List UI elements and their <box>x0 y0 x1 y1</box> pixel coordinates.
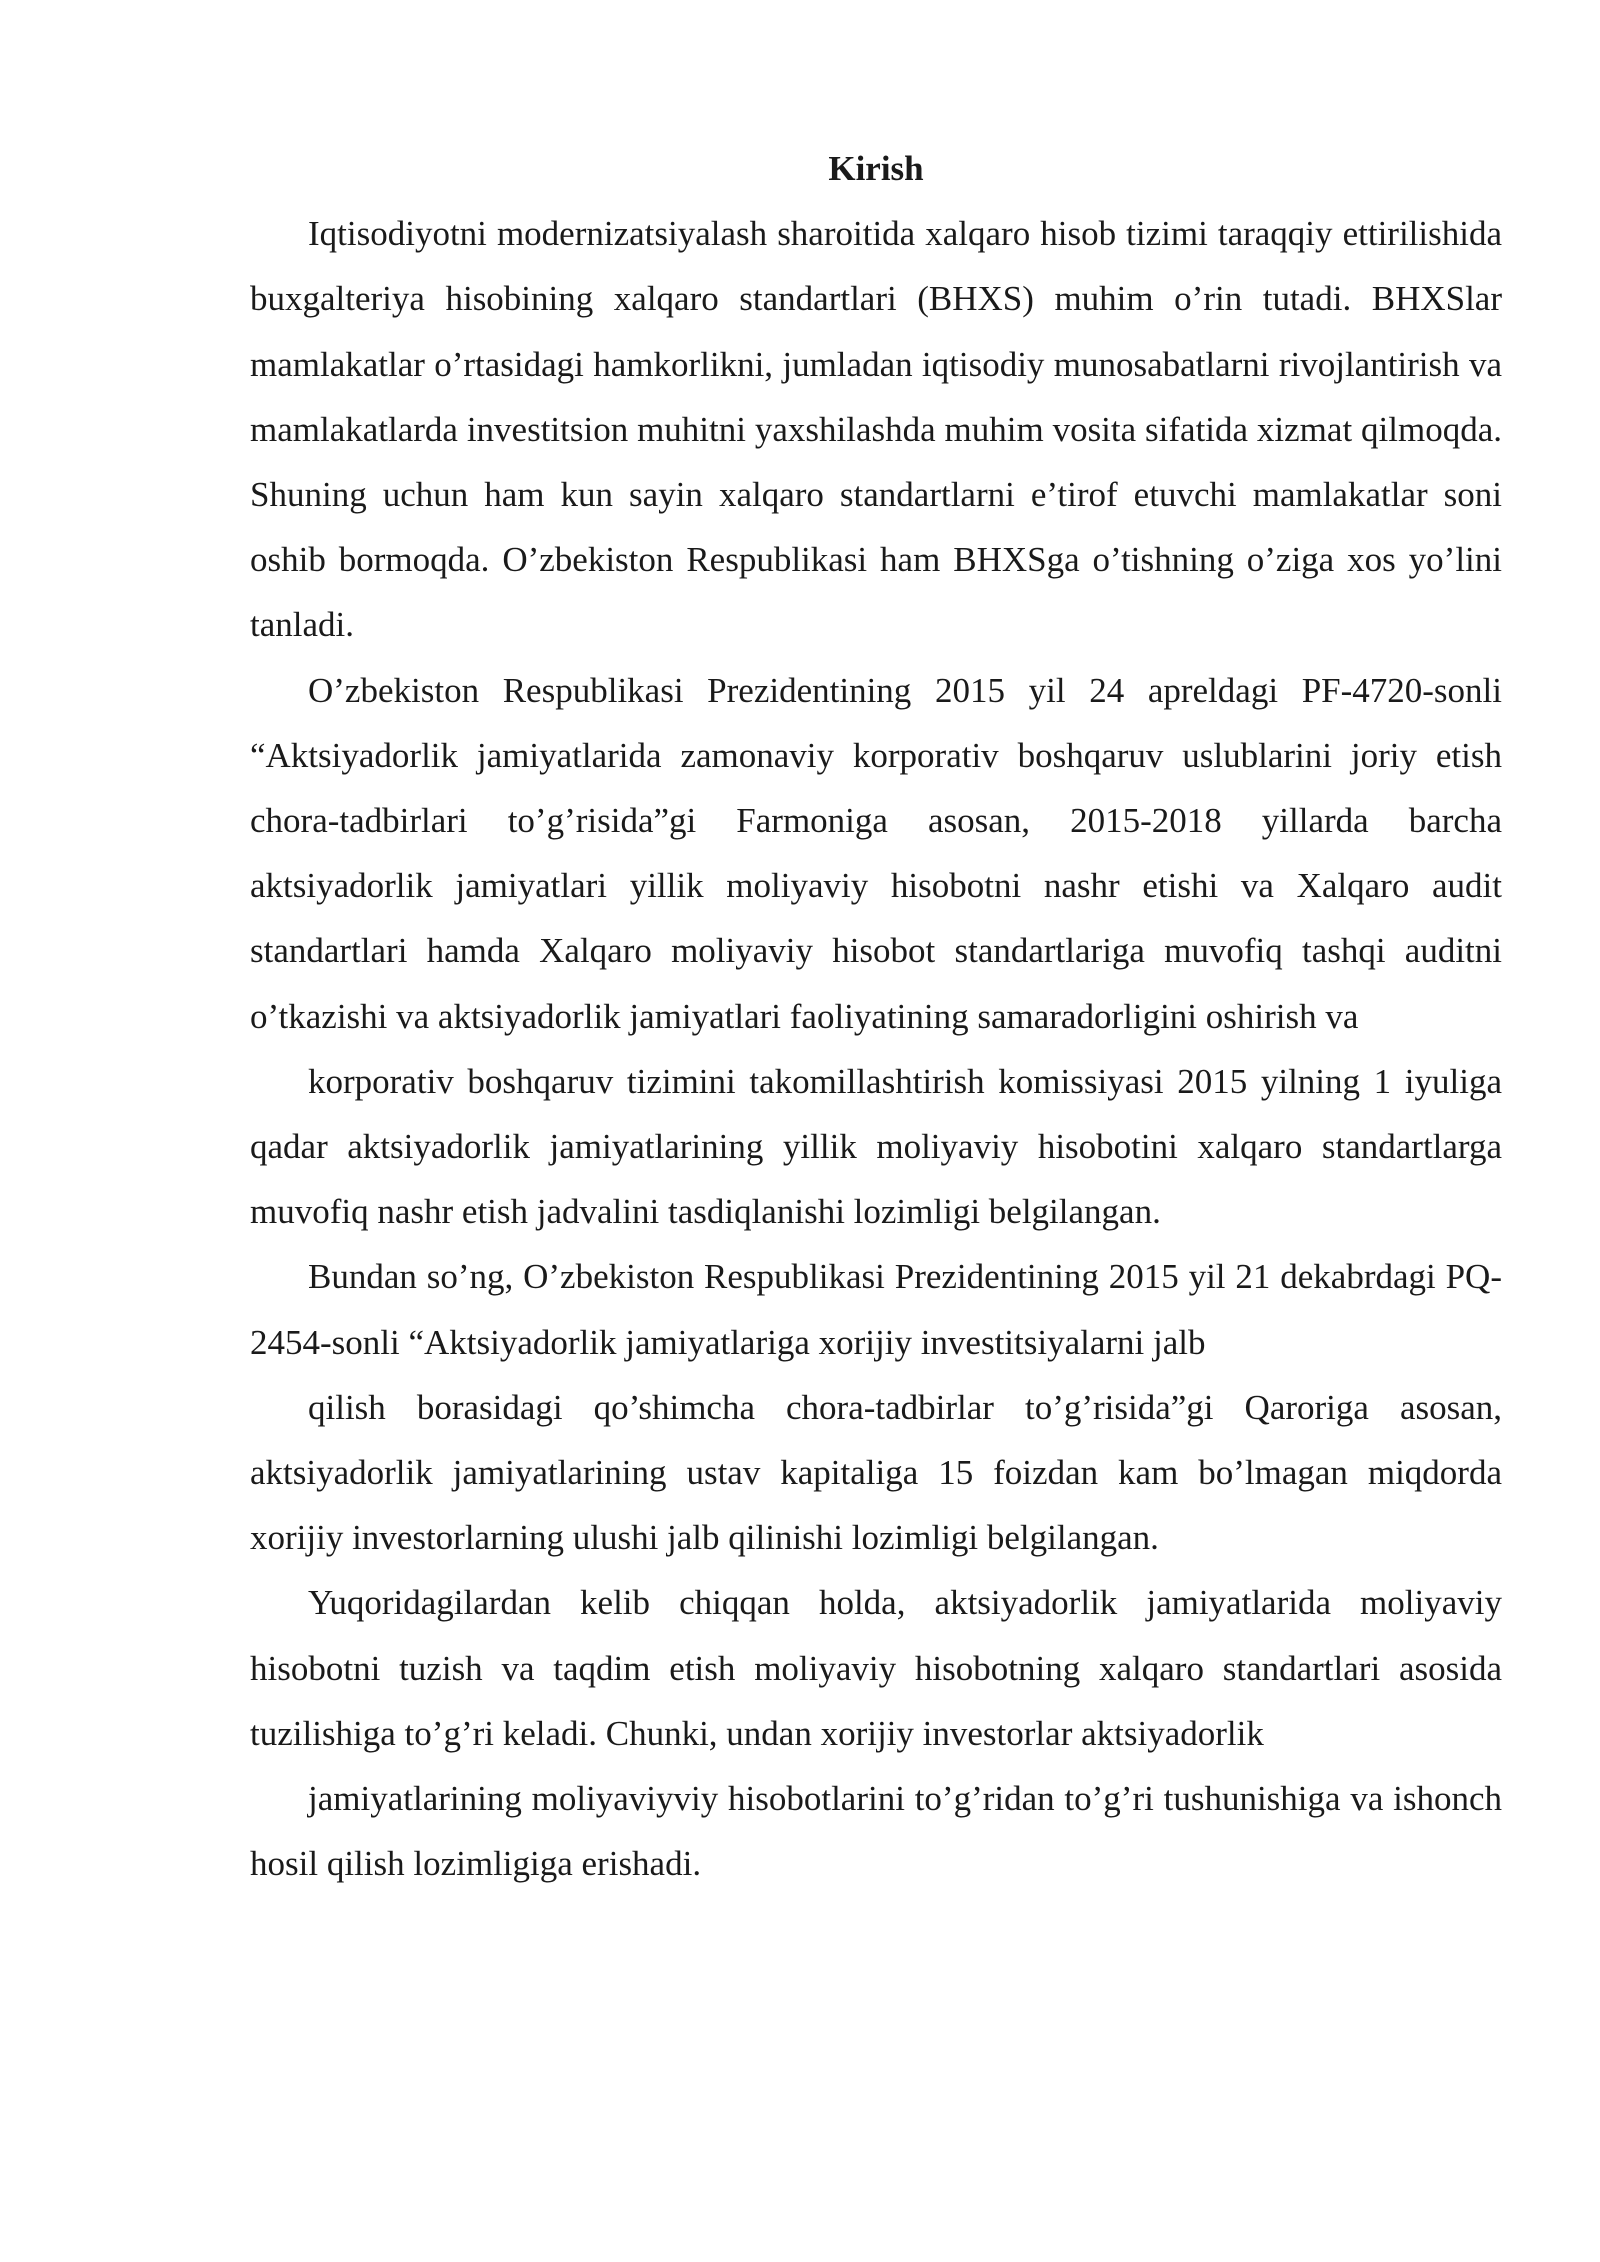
paragraph-share-capital: qilish borasidagi qo’shimcha chora-tadbirlar to’g’risida”gi Qaroriga asosan, aktsiyadorlik jamiyatlarining ustav kapitaliga 15 foizdan kam bo’lmagan miqdorda xorijiy investorlarning ulushi jalb qilinishi lozimligi belgilangan. <box>250 1387 1502 1558</box>
paragraph-conclusion: Yuqoridagilardan kelib chiqqan holda, aktsiyadorlik jamiyatlarida moliyaviy hisobotni tuzish va taqdim etish moliyaviy hisobotning xalqaro standartlari asosida tuzilishiga to’g’ri keladi. Chunki, undan xorijiy investorlar aktsiyadorlik <box>250 1583 1502 1753</box>
document-title: Kirish <box>828 149 924 188</box>
paragraph-decree-pf4720: O’zbekiston Respublikasi Prezidentining 2015 yil 24 apreldagi PF-4720-sonli “Aktsiyadorlik jamiyatlarida zamonaviy korporativ boshqaruv uslublarini joriy etish chora-tadbirlari to’g’risida”gi Farmoniga asosan, 2015-2018 yillarda barcha aktsiyadorlik jamiyatlari yillik moliyaviy hisobotni nashr etishi va Xalqaro audit standartlari hamda Xalqaro moliyaviy hisobot standartlariga muvofiq tashqi auditni o’tkazishi va aktsiyadorlik jamiyatlari faoliyatining samaradorligini oshirish va <box>250 670 1502 1036</box>
paragraph-resolution-pq2454: Bundan so’ng, O’zbekiston Respublikasi Prezidentining 2015 yil 21 dekabrdagi PQ-2454-sonli “Aktsiyadorlik jamiyatlariga xorijiy investitsiyalarni jalb <box>250 1257 1502 1362</box>
document-body <box>250 136 1502 1896</box>
paragraph-commission: korporativ boshqaruv tizimini takomillashtirish komissiyasi 2015 yilning 1 iyuliga qadar aktsiyadorlik jamiyatlarining yillik moliyaviy hisobotini xalqaro standartlarga muvofiq nashr etish jadvalini tasdiqlanishi lozimligi belgilangan. <box>250 1061 1502 1232</box>
paragraph-intro: Iqtisodiyotni modernizatsiyalash sharoitida xalqaro hisob tizimi taraqqiy ettirilishida buxgalteriya hisobining xalqaro standartlari (BHXS) muhim o’rin tutadi. BHXSlar mamlakatlar o’rtasidagi hamkorlikni, jumladan iqtisodiy munosabatlarni rivojlantirish va mamlakatlarda investitsion muhitni yaxshilashda muhim vosita sifatida xizmat qilmoqda. Shuning uchun ham kun sayin xalqaro standartlarni e’tirof etuvchi mamlakatlar soni oshib bormoqda. O’zbekiston Respublikasi ham BHXSga o’tishning o’ziga xos yo’lini tanladi. <box>250 214 1502 645</box>
paragraph-final: jamiyatlarining moliyaviyviy hisobotlarini to’g’ridan to’g’ri tushunishiga va ishonch hosil qilish lozimligiga erishadi. <box>250 1779 1502 1884</box>
